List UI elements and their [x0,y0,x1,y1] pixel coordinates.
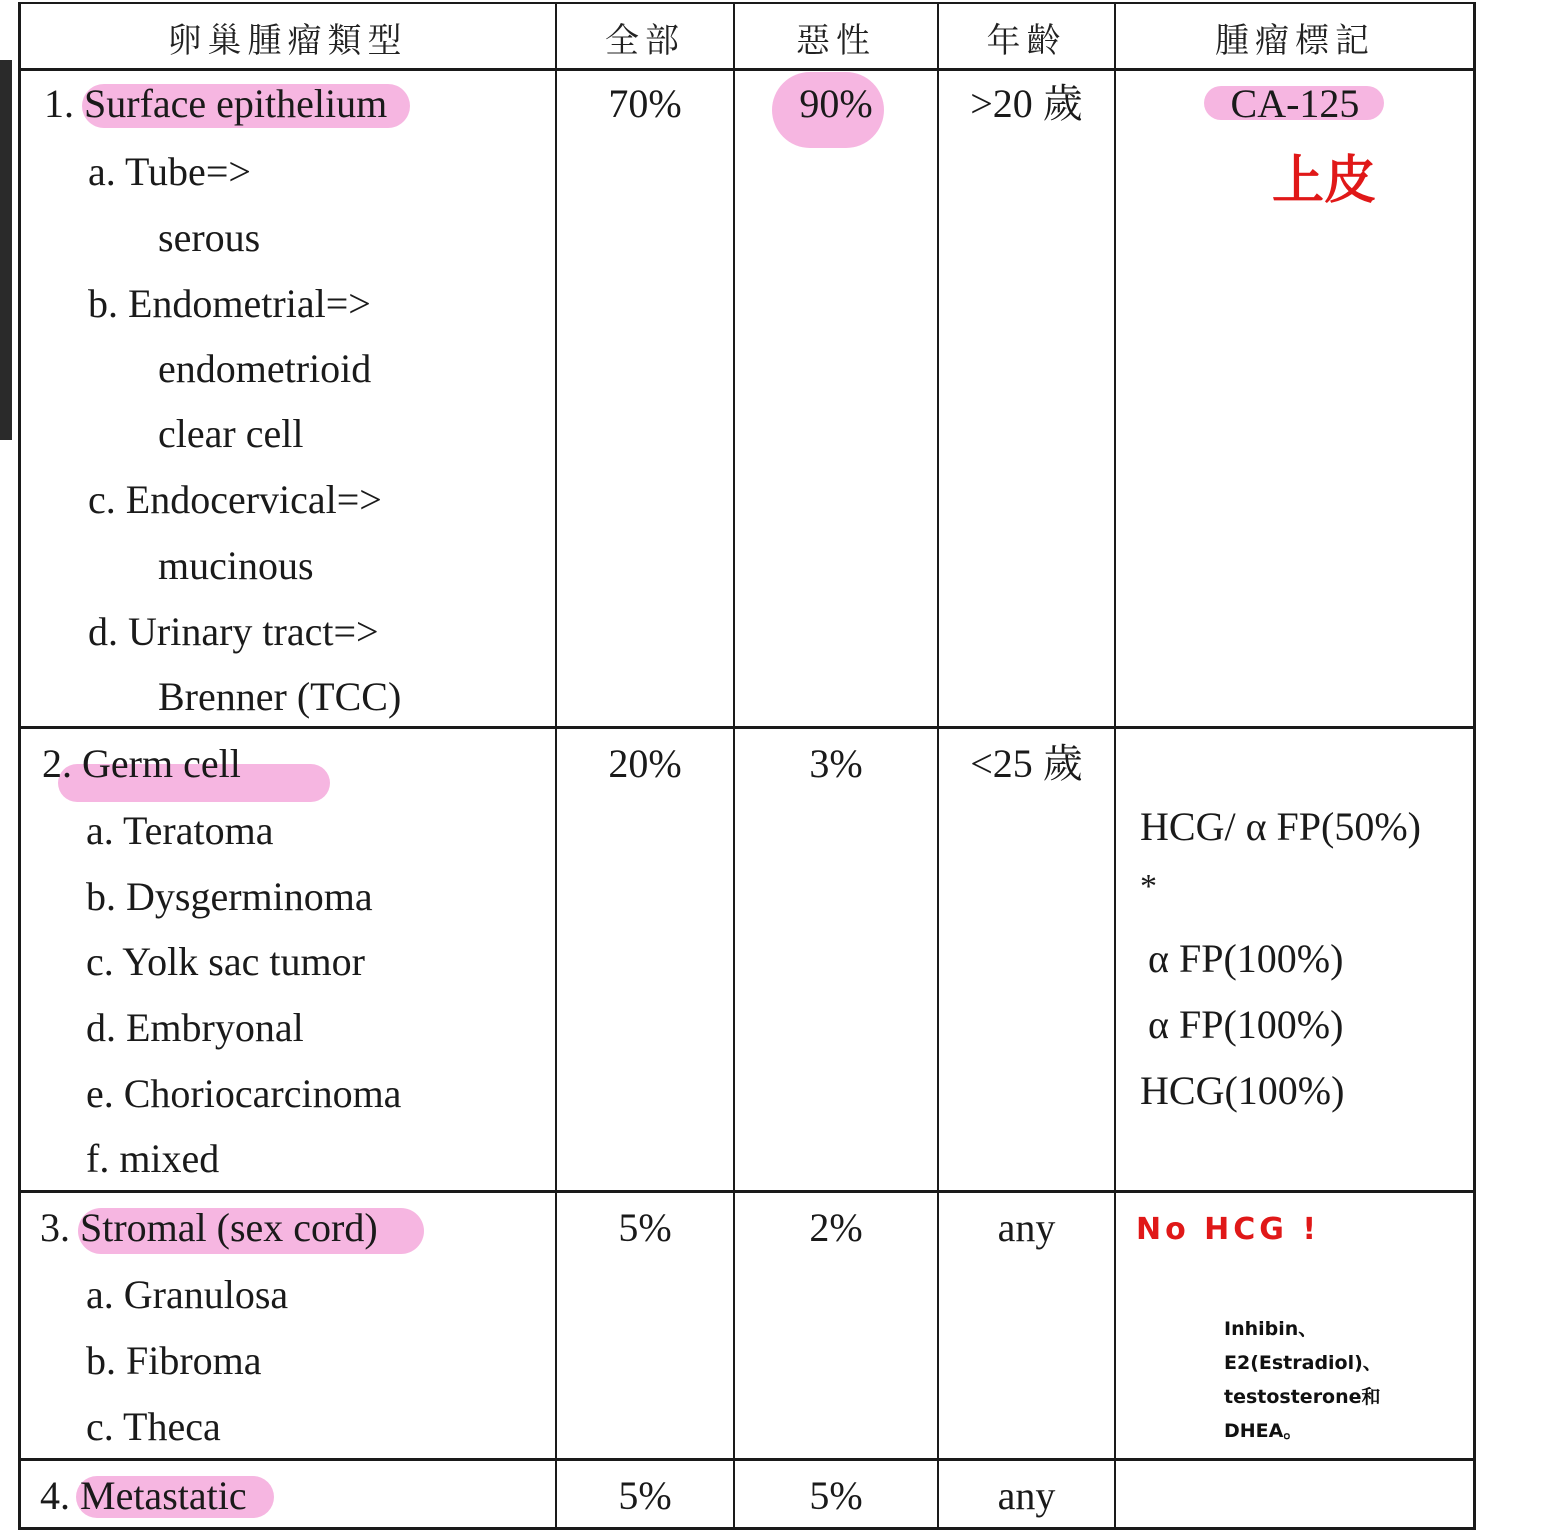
row2-malignant: 3% [809,741,863,786]
row2-item: a. Teratoma [86,808,274,853]
row3-item: a. Granulosa [86,1272,289,1317]
row3-note-line: Inhibin、 [1224,1318,1318,1340]
row4-age: any [997,1473,1056,1518]
row-divider [18,1190,1476,1193]
column-divider [1114,2,1116,1530]
row1-item: endometrioid [158,346,372,391]
row2-overall: 20% [608,741,682,786]
row1-item: serous [158,215,261,260]
row2-title: 2. Germ cell [42,741,241,786]
header-malignant: 惡性 [796,20,876,61]
row3-age: any [997,1205,1056,1250]
header-overall: 全部 [605,20,685,61]
row1-item: clear cell [158,411,304,456]
row1-item: mucinous [158,543,314,588]
row2-item: c. Yolk sac tumor [86,939,365,984]
row1-age: >20 歲 [970,81,1083,126]
row3-note-line: DHEA。 [1224,1420,1303,1442]
row3-malignant: 2% [809,1205,863,1250]
row2-item: f. mixed [86,1136,220,1181]
row4-malignant: 5% [809,1473,863,1518]
header-rule [18,68,1476,71]
row-divider [18,726,1476,729]
scan-edge-shadow [0,60,12,440]
row2-age: <25 歲 [970,741,1083,786]
row1-handnote: 上皮 [1272,151,1377,211]
row1-title: 1. Surface epithelium [44,81,388,126]
row2-marker: HCG/ α FP(50%) [1140,804,1421,849]
row2-marker: α FP(100%) [1148,936,1344,981]
row1-item: a. Tube=> [88,149,251,194]
row-divider [18,1458,1476,1461]
row1-item: b. Endometrial=> [88,281,371,326]
row1-item: d. Urinary tract=> [88,609,379,654]
row2-item: e. Choriocarcinoma [86,1071,402,1116]
row2-item: b. Dysgerminoma [86,874,373,919]
header-age: 年齡 [986,20,1067,61]
row1-malignant: 90% [799,81,873,126]
row2-marker: * [1140,868,1157,905]
header-tumor-marker: 腫瘤標記 [1215,20,1375,61]
row2-item: d. Embryonal [86,1005,304,1050]
row3-overall: 5% [618,1205,672,1250]
header-tumor-type: 卵巢腫瘤類型 [167,20,408,61]
row3-item: c. Theca [86,1404,221,1449]
row3-note-line: E2(Estradiol)、 [1224,1352,1382,1374]
row4-overall: 5% [618,1473,672,1518]
row3-handnote: No HCG ! [1136,1212,1321,1247]
row1-item: Brenner (TCC) [158,674,402,719]
row2-marker: α FP(100%) [1148,1002,1344,1047]
row4-title: 4. Metastatic [40,1473,247,1518]
row3-title: 3. Stromal (sex cord) [40,1205,378,1250]
row1-marker: CA-125 [1230,81,1360,126]
row1-item: c. Endocervical=> [88,477,382,522]
row3-item: b. Fibroma [86,1338,262,1383]
row3-note-line: testosterone和 [1224,1386,1381,1408]
row1-overall: 70% [608,81,682,126]
row2-marker: HCG(100%) [1140,1068,1345,1113]
